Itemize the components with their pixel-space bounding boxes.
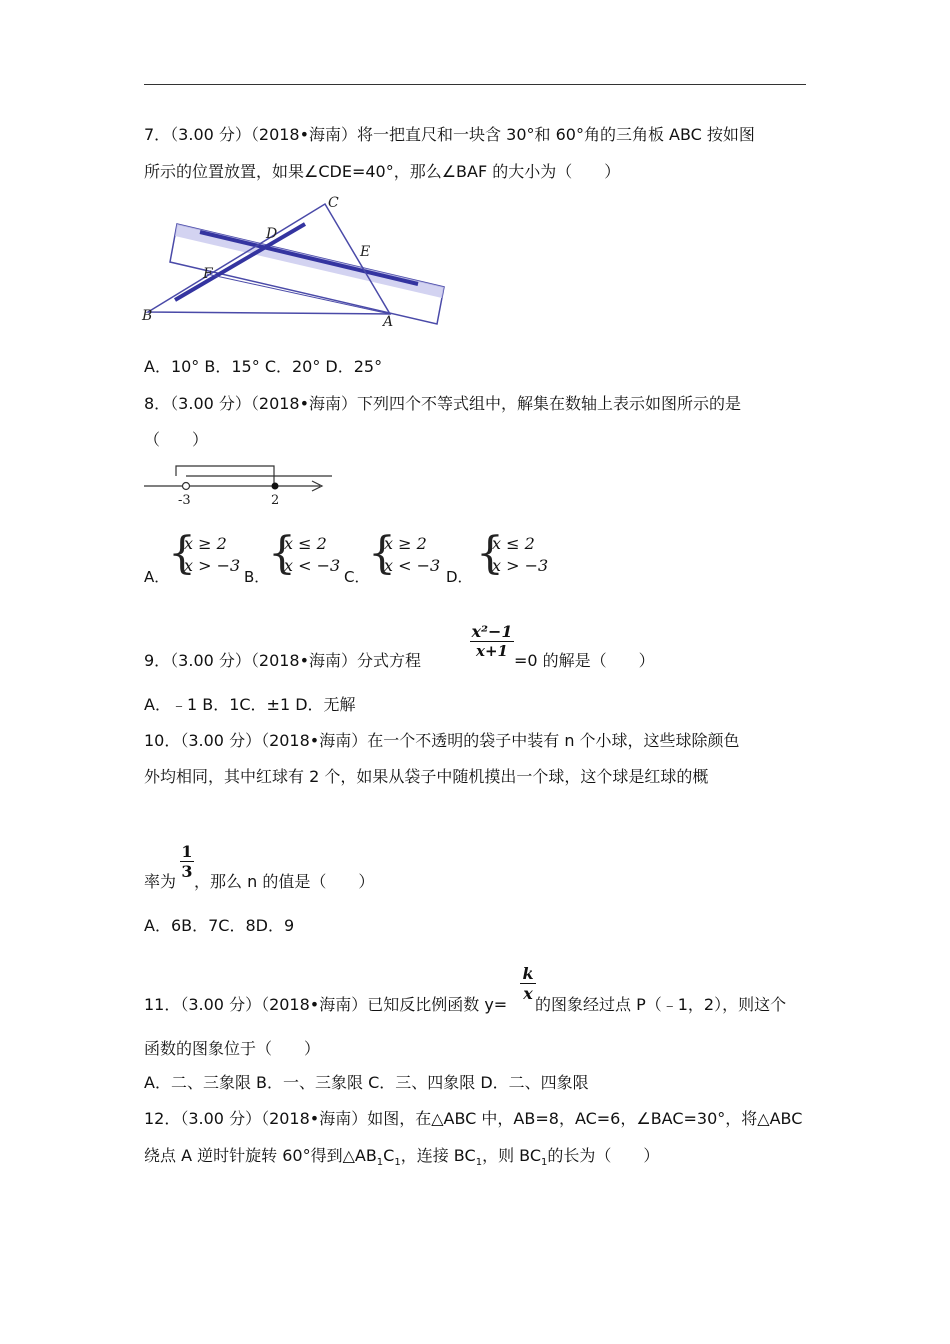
q12-line2 — [144, 1145, 659, 1174]
q11-fraction — [520, 964, 536, 1003]
q8-option-c-letter: C． — [344, 568, 370, 586]
q7-options: A．10° B．15° C．20° D．25° — [144, 357, 383, 376]
q9-denominator: x+1 — [470, 641, 514, 660]
filled-dot — [272, 483, 279, 490]
q10-prefix: 率为 — [144, 872, 177, 891]
q8-line1: 8．（3.00 分）（2018•海南）下列四个不等式组中，解集在数轴上表示如图所示的是 — [144, 394, 742, 413]
q8-option-d-row1: x ≤ 2 — [492, 534, 535, 553]
q8-option-c-row2: x < −3 — [384, 556, 441, 575]
label-e: E — [360, 244, 371, 260]
q10-fraction — [180, 842, 194, 881]
q9-options: A．﹣1 B．1C．±1 D．无解 — [144, 695, 356, 714]
q8-option-a-row2: x > −3 — [184, 556, 241, 575]
q12-text-b: ，连接 BC — [400, 1146, 476, 1165]
q10-line2: 外均相同，其中红球有 2 个，如果从袋子中随机摸出一个球，这个球是红球的概 — [144, 767, 709, 786]
q8-option-a-row1: x ≥ 2 — [184, 534, 227, 553]
q12-sub1: 1 — [376, 1157, 384, 1169]
q12-text-a: 绕点 A 逆时针旋转 60°得到△AB — [144, 1146, 377, 1165]
q10-options: A．6B．7C．8D．9 — [144, 916, 295, 935]
q8-option-d-row2: x > −3 — [492, 556, 549, 575]
q8-option-b-row2: x < −3 — [284, 556, 341, 575]
label-d: D — [266, 226, 278, 242]
q7-figure-ruler-triangle — [140, 192, 450, 332]
q12-text-c: ，则 BC — [482, 1146, 542, 1165]
q8-option-a-letter: A． — [144, 568, 170, 586]
q11-denominator: x — [520, 983, 536, 1003]
q12-sub3: 1 — [475, 1157, 483, 1169]
q8-option-d-letter: D． — [446, 568, 473, 586]
q10-suffix: ，那么 n 的值是（ ） — [194, 872, 375, 891]
q8-option-b-row1: x ≤ 2 — [284, 534, 327, 553]
label-c: C — [328, 195, 339, 211]
q12-c-letter: C — [383, 1146, 395, 1165]
q10-numerator: 1 — [181, 842, 193, 861]
q11-prefix: 11．（3.00 分）（2018•海南）已知反比例函数 y= — [144, 995, 508, 1014]
q10-line1: 10．（3.00 分）（2018•海南）在一个不透明的袋子中装有 n 个小球，这些球除颜色 — [144, 731, 740, 750]
q12-sub2: 1 — [394, 1157, 401, 1169]
q8-option-c-row1: x ≥ 2 — [384, 534, 427, 553]
label-f: F — [203, 266, 213, 282]
q9-numerator: x²−1 — [471, 622, 513, 641]
label-2: 2 — [271, 493, 280, 508]
open-dot — [183, 483, 190, 490]
label-a: A — [383, 314, 394, 330]
q12-text-d: 的长为（ ） — [547, 1146, 660, 1165]
q7-line2: 所示的位置放置，如果∠CDE=40°，那么∠BAF 的大小为（ ） — [144, 162, 621, 181]
q11-options: A．二、三象限 B．一、三象限 C．三、四象限 D．二、四象限 — [144, 1073, 589, 1092]
q9-suffix: =0 的解是（ ） — [514, 651, 655, 670]
q11-suffix: 的图象经过点 P（﹣1，2），则这个 — [535, 995, 787, 1014]
q12-line1: 12．（3.00 分）（2018•海南）如图，在△ABC 中，AB=8，AC=6，∠BAC=30°，将△ABC — [144, 1109, 803, 1128]
q10-denominator: 3 — [181, 862, 193, 881]
q11-line2: 函数的图象位于（ ） — [144, 1039, 321, 1058]
q9-fraction — [470, 622, 514, 660]
q8-option-b-letter: B． — [244, 568, 270, 586]
q8-line2: （ ） — [144, 430, 209, 449]
q11-numerator: k — [522, 964, 534, 983]
q8-number-line — [142, 460, 332, 508]
q9-prefix: 9．（3.00 分）（2018•海南）分式方程 — [144, 651, 422, 670]
label-b: B — [142, 308, 153, 324]
q12-sub4: 1 — [541, 1157, 548, 1169]
label-minus3: -3 — [178, 493, 191, 508]
header-rule — [144, 84, 806, 85]
q7-line1: 7．（3.00 分）（2018•海南）将一把直尺和一块含 30°和 60°角的三角板 ABC 按如图 — [144, 125, 755, 144]
